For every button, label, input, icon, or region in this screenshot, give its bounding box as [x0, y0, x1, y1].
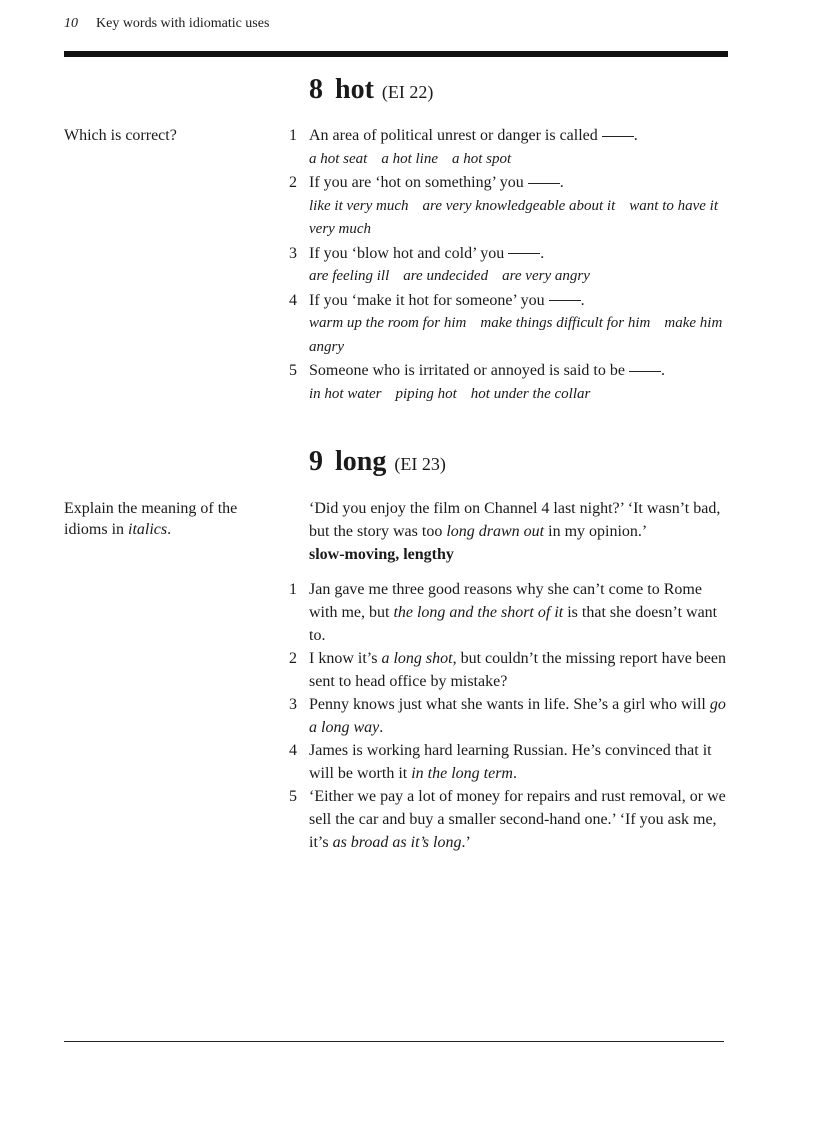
list-item: 5 Someone who is irritated or annoyed is said to be . in hot water piping hot hot under the collar	[289, 359, 729, 406]
question-text: If you ‘blow hot and cold’ you	[309, 244, 505, 262]
item-number: 2	[289, 174, 297, 191]
answer-options: are feeling ill are undecided are very angry	[309, 268, 590, 284]
idiom-text: in the long term	[411, 765, 513, 782]
section-8-instruction: Which is correct?	[64, 127, 177, 144]
page-number: 10	[64, 16, 78, 31]
example-text: ‘Did you enjoy the film on Channel 4 last night?’ ‘It wasn’t bad, but the story was too long drawn out in my opinion.’	[309, 500, 721, 540]
item-number: 3	[289, 696, 297, 713]
section-9-word: long	[335, 446, 387, 477]
section-8-question-list	[289, 124, 729, 406]
section-8-title	[309, 74, 433, 106]
header-rule	[64, 51, 728, 57]
list-item: 1 Jan gave me three good reasons why she can’t come to Rome with me, but the long and the short of it is that she doesn’t want to.	[289, 578, 729, 647]
item-number: 1	[289, 581, 297, 598]
item-number: 2	[289, 650, 297, 667]
section-9-ref: (EI 23)	[394, 454, 446, 474]
list-item: 4 If you ‘make it hot for someone’ you . warm up the room for him make things difficult for him make him angry	[289, 289, 729, 360]
item-number: 5	[289, 362, 297, 379]
running-title: Key words with idiomatic uses	[96, 16, 270, 31]
answer-blank	[602, 136, 634, 137]
list-item: 3 If you ‘blow hot and cold’ you . are feeling ill are undecided are very angry	[289, 242, 729, 289]
question-text: If you ‘make it hot for someone’ you	[309, 291, 545, 309]
question-text: If you are ‘hot on something’ you	[309, 174, 524, 191]
answer-blank	[629, 371, 661, 372]
answer-options: a hot seat a hot line a hot spot	[309, 150, 512, 167]
section-9-title	[309, 446, 446, 478]
section-9-question-list	[289, 578, 729, 854]
section-9-number: 9	[309, 446, 323, 477]
section-8-ref: (EI 22)	[381, 82, 434, 102]
item-number: 5	[289, 788, 297, 805]
answer-blank	[549, 300, 581, 301]
item-number: 1	[289, 127, 297, 144]
example-answer: slow-moving, lengthy	[309, 546, 454, 563]
section-8-number: 8	[309, 74, 323, 105]
answer-options: like it very much are very knowledgeable about it want to have it very much	[309, 197, 719, 237]
section-9-instruction: Explain the meaning of the idioms in italics.	[64, 500, 238, 538]
answer-blank	[528, 183, 560, 184]
section-9-example	[309, 497, 729, 566]
idiom-text: as broad as it’s long	[332, 834, 462, 851]
idiom-text: the long and the short of it	[393, 604, 564, 621]
answer-options: in hot water piping hot hot under the collar	[309, 385, 591, 402]
list-item: 1 An area of political unrest or danger is called . a hot seat a hot line a hot spot	[289, 124, 729, 171]
footer-rule	[64, 1041, 724, 1042]
answer-options: warm up the room for him make things difficult for him make him angry	[309, 315, 723, 355]
item-number: 4	[289, 291, 297, 309]
idiom-text: a long shot	[381, 650, 453, 667]
question-text: An area of political unrest or danger is called	[309, 127, 598, 144]
list-item: 2 I know it’s a long shot, but couldn’t the missing report have been sent to head office by mistake?	[289, 647, 729, 693]
item-number: 4	[289, 742, 297, 759]
question-text: Someone who is irritated or annoyed is said to be	[309, 362, 625, 379]
answer-blank	[508, 253, 540, 254]
item-number: 3	[289, 244, 297, 262]
section-8-word: hot	[335, 74, 374, 105]
list-item: 3 Penny knows just what she wants in life. She’s a girl who will go a long way.	[289, 693, 729, 739]
list-item: 4 James is working hard learning Russian. He’s convinced that it will be worth it in the long term.	[289, 739, 729, 785]
idiom-text: go a long way	[309, 696, 726, 736]
list-item: 2 If you are ‘hot on something’ you . like it very much are very knowledgeable about it want to have it very much	[289, 171, 729, 242]
list-item: 5 ‘Either we pay a lot of money for repairs and rust removal, or we sell the car and buy a smaller second-hand one.’ ‘If you ask me, it’s as broad as it’s long.’	[289, 785, 729, 854]
